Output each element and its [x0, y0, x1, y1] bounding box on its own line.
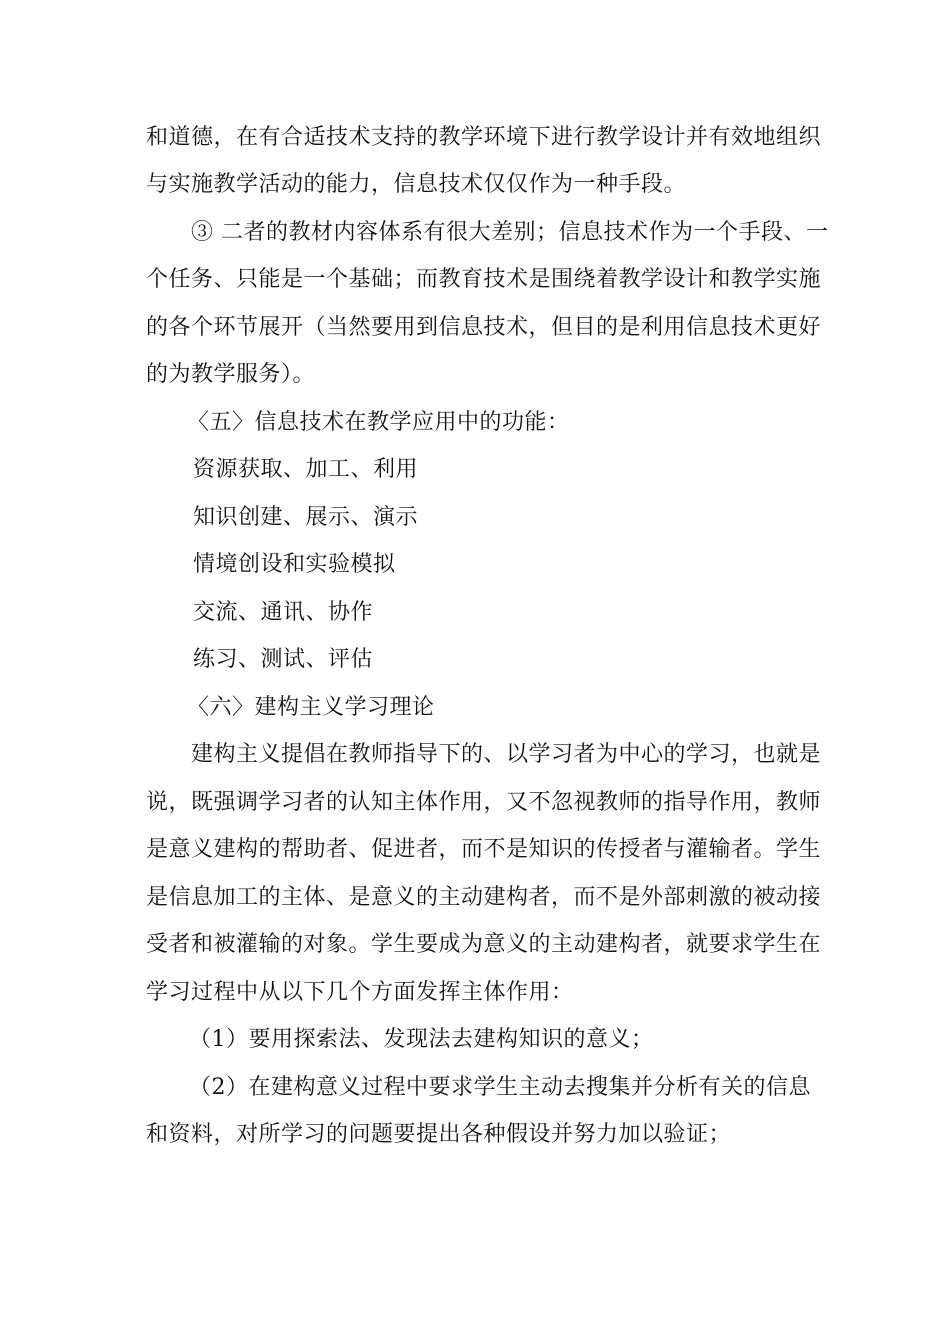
- paragraph-line: 学习过程中从以下几个方面发挥主体作用：: [146, 980, 574, 1005]
- paragraph-line: 建构主义提倡在教师指导下的、以学习者为中心的学习，也就是: [191, 742, 822, 767]
- paragraph-line: 与实施教学活动的能力，信息技术仅仅作为一种手段。: [146, 172, 687, 197]
- section-heading: 〈五〉信息技术在教学应用中的功能：: [187, 410, 570, 435]
- paragraph-line: 和资料，对所学习的问题要提出各种假设并努力加以验证；: [146, 1122, 732, 1147]
- list-item: （2）在建构意义过程中要求学生主动去搜集并分析有关的信息: [189, 1075, 811, 1100]
- paragraph-line: 的各个环节展开（当然要用到信息技术，但目的是利用信息技术更好: [146, 315, 822, 340]
- paragraph-line: 和道德，在有合适技术支持的教学环境下进行教学设计并有效地组织: [146, 125, 822, 150]
- paragraph-line: 的为教学服务）。: [146, 362, 316, 387]
- paragraph-line: 个任务、只能是一个基础；而教育技术是围绕着教学设计和教学实施: [146, 267, 822, 292]
- list-item: 交流、通讯、协作: [193, 600, 374, 625]
- list-item: 资源获取、加工、利用: [193, 457, 419, 482]
- paragraph-line: 说，既强调学习者的认知主体作用，又不忽视教师的指导作用，教师: [146, 790, 822, 815]
- paragraph-line: 受者和被灌输的对象。学生要成为意义的主动建构者，就要求学生在: [146, 932, 822, 957]
- list-item: 情境创设和实验模拟: [193, 552, 396, 577]
- paragraph-line: 是意义建构的帮助者、促进者，而不是知识的传授者与灌输者。学生: [146, 837, 822, 862]
- list-item: 练习、测试、评估: [193, 647, 374, 672]
- list-item: 知识创建、展示、演示: [193, 505, 419, 530]
- paragraph-line: 是信息加工的主体、是意义的主动建构者，而不是外部刺激的被动接: [146, 885, 822, 910]
- paragraph-line: ③ 二者的教材内容体系有很大差别；信息技术作为一个手段、一: [191, 220, 829, 245]
- section-heading: 〈六〉建构主义学习理论: [187, 695, 435, 720]
- list-item: （1）要用探索法、发现法去建构知识的意义；: [189, 1027, 654, 1052]
